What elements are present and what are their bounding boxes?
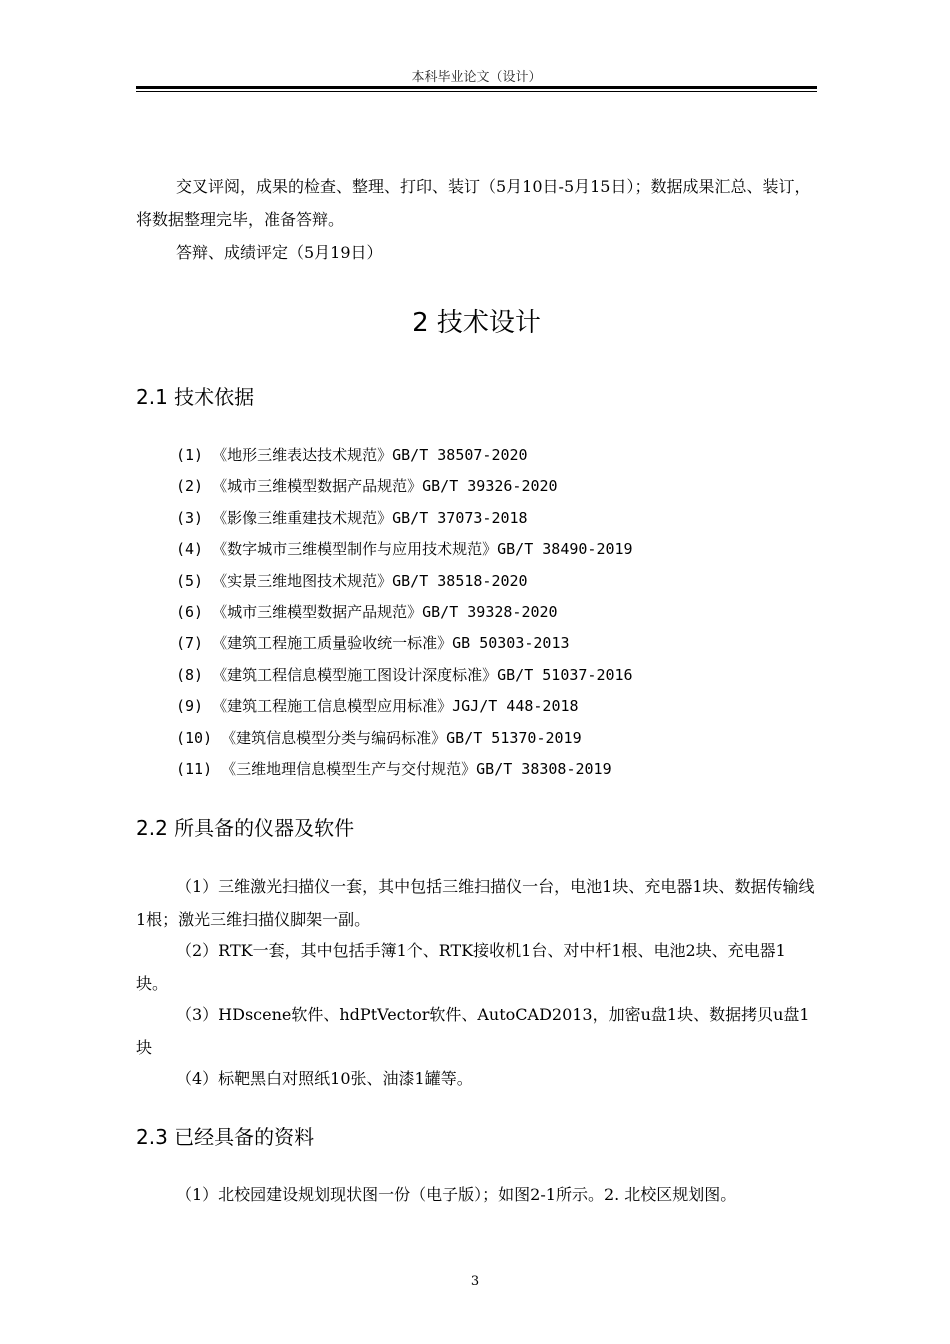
reference-item: (5) 《实景三维地图技术规范》GB/T 38518-2020 [176,571,528,590]
reference-item: (7) 《建筑工程施工质量验收统一标准》GB 50303-2013 [176,634,570,653]
reference-item: (4) 《数字城市三维模型制作与应用技术规范》GB/T 38490-2019 [176,540,633,559]
page-number: 3 [470,1274,480,1289]
reference-item: (2) 《城市三维模型数据产品规范》GB/T 39326-2020 [176,477,558,496]
reference-item: (11) 《三维地理信息模型生产与交付规范》GB/T 38308-2019 [176,759,612,778]
reference-item: (9) 《建筑工程施工信息模型应用标准》JGJ/T 448-2018 [176,697,579,716]
intro-paragraph-1: 交叉评阅，成果的检查、整理、打印、装订（5月10日-5月15日）；数据成果汇总、装订，将数据整理完毕，准备答辩。 [136,177,811,229]
section-2-2-heading: 2.2 所具备的仪器及软件 [136,816,355,840]
page-header: 本科毕业论文（设计） [411,70,542,85]
materials-paragraph-1: （1）北校园建设规划现状图一份（电子版）；如图2-1所示。2. 北校区规划图。 [176,1185,737,1204]
section-2-1-heading: 2.1 技术依据 [136,385,255,409]
reference-item: (3) 《影像三维重建技术规范》GB/T 37073-2018 [176,508,528,527]
header-rule-thick [136,86,817,89]
reference-item: (1) 《地形三维表达技术规范》GB/T 38507-2020 [176,446,528,464]
reference-item: (10) 《建筑信息模型分类与编码标准》GB/T 51370-2019 [176,728,582,747]
equipment-paragraph-1: （1）三维激光扫描仪一套，其中包括三维扫描仪一台，电池1块、充电器1块、数据传输线1根；激光三维扫描仪脚架一副。 [136,877,815,929]
intro-paragraph-2: 答辩、成绩评定（5月19日） [176,243,383,262]
header-rule-thin [136,91,817,92]
equipment-paragraph-4: （4）标靶黑白对照纸10张、油漆1罐等。 [176,1069,473,1088]
equipment-paragraph-3: （3）HDscene软件、hdPtVector软件、AutoCAD2013，加密u盘1块、数据拷贝u盘1块 [136,1005,810,1057]
reference-item: (6) 《城市三维模型数据产品规范》GB/T 39328-2020 [176,602,558,621]
equipment-paragraph-2: （2）RTK一套，其中包括手簿1个、RTK接收机1台、对中杆1根、电池2块、充电器1块。 [136,941,786,993]
reference-item: (8) 《建筑工程信息模型施工图设计深度标准》GB/T 51037-2016 [176,665,633,684]
reference-list [176,440,633,785]
section-2-3-heading: 2.3 已经具备的资料 [136,1125,315,1149]
chapter-title: 2 技术设计 [412,308,541,338]
